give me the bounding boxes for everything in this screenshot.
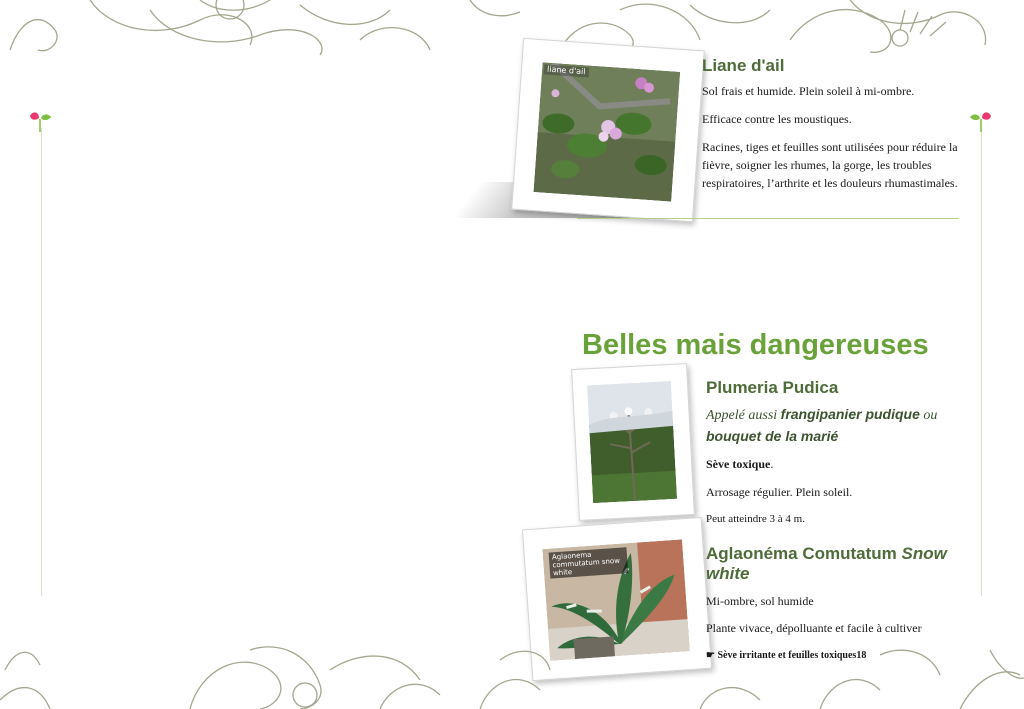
liane-photo (511, 38, 705, 222)
pointing-hand-icon: ☛ (706, 650, 715, 661)
liane-photo-image (533, 62, 680, 201)
left-border-line (41, 128, 42, 596)
photo-caption: Aglaonema commutatum snow white (549, 547, 629, 578)
alias-name: bouquet de la marié (706, 428, 839, 444)
toxicity-period: . (770, 457, 774, 471)
warning-text: Sève irritante et feuilles toxiques18 (714, 650, 867, 661)
plant-description: Racines, tiges et feuilles sont utilisées pour réduire la fièvre, soigner les rhumes, la gorge, les troubles respiratoires, l’arthrite et les douleurs rhumastimales. (702, 140, 958, 190)
plant-title-variety: Snow white (706, 544, 947, 583)
plant-description: Mi-ombre, sol humide (706, 594, 814, 608)
alias-name: frangipanier pudique (780, 406, 920, 422)
right-border-line (981, 128, 982, 596)
photo-caption: liane d'ail (544, 64, 589, 77)
plant-description: Efficace contre les moustiques. (702, 112, 852, 126)
toxicity-note (706, 455, 773, 473)
alias-prefix: Appelé aussi (706, 408, 781, 423)
toxicity-label: Sève toxique (706, 457, 771, 471)
alias-conjunction: ou (919, 408, 938, 423)
plant-description: Sol frais et humide. Plein soleil à mi-ombre. (702, 84, 915, 98)
plant-title-main: Aglaonéma Comutatum (706, 544, 902, 563)
plant-description: Arrosage régulier. Plein soleil. (706, 485, 853, 499)
floral-border-top (0, 0, 1024, 56)
plumeria-photo-image (587, 381, 677, 503)
plant-title: Plumeria Pudica (706, 378, 839, 397)
section-title: Belles mais dangereuses (582, 329, 929, 361)
section-divider (577, 218, 959, 219)
plumeria-photo (571, 363, 695, 521)
plant-alias (706, 404, 966, 448)
plant-title: Liane d'ail (702, 56, 785, 75)
floral-border-bottom (0, 640, 1024, 709)
plant-description: Peut atteindre 3 à 4 m. (706, 513, 805, 525)
pink-flower-icon (27, 108, 53, 134)
plant-title (706, 544, 968, 584)
plant-description: Plante vivace, dépolluante et facile à cultiver (706, 621, 922, 635)
